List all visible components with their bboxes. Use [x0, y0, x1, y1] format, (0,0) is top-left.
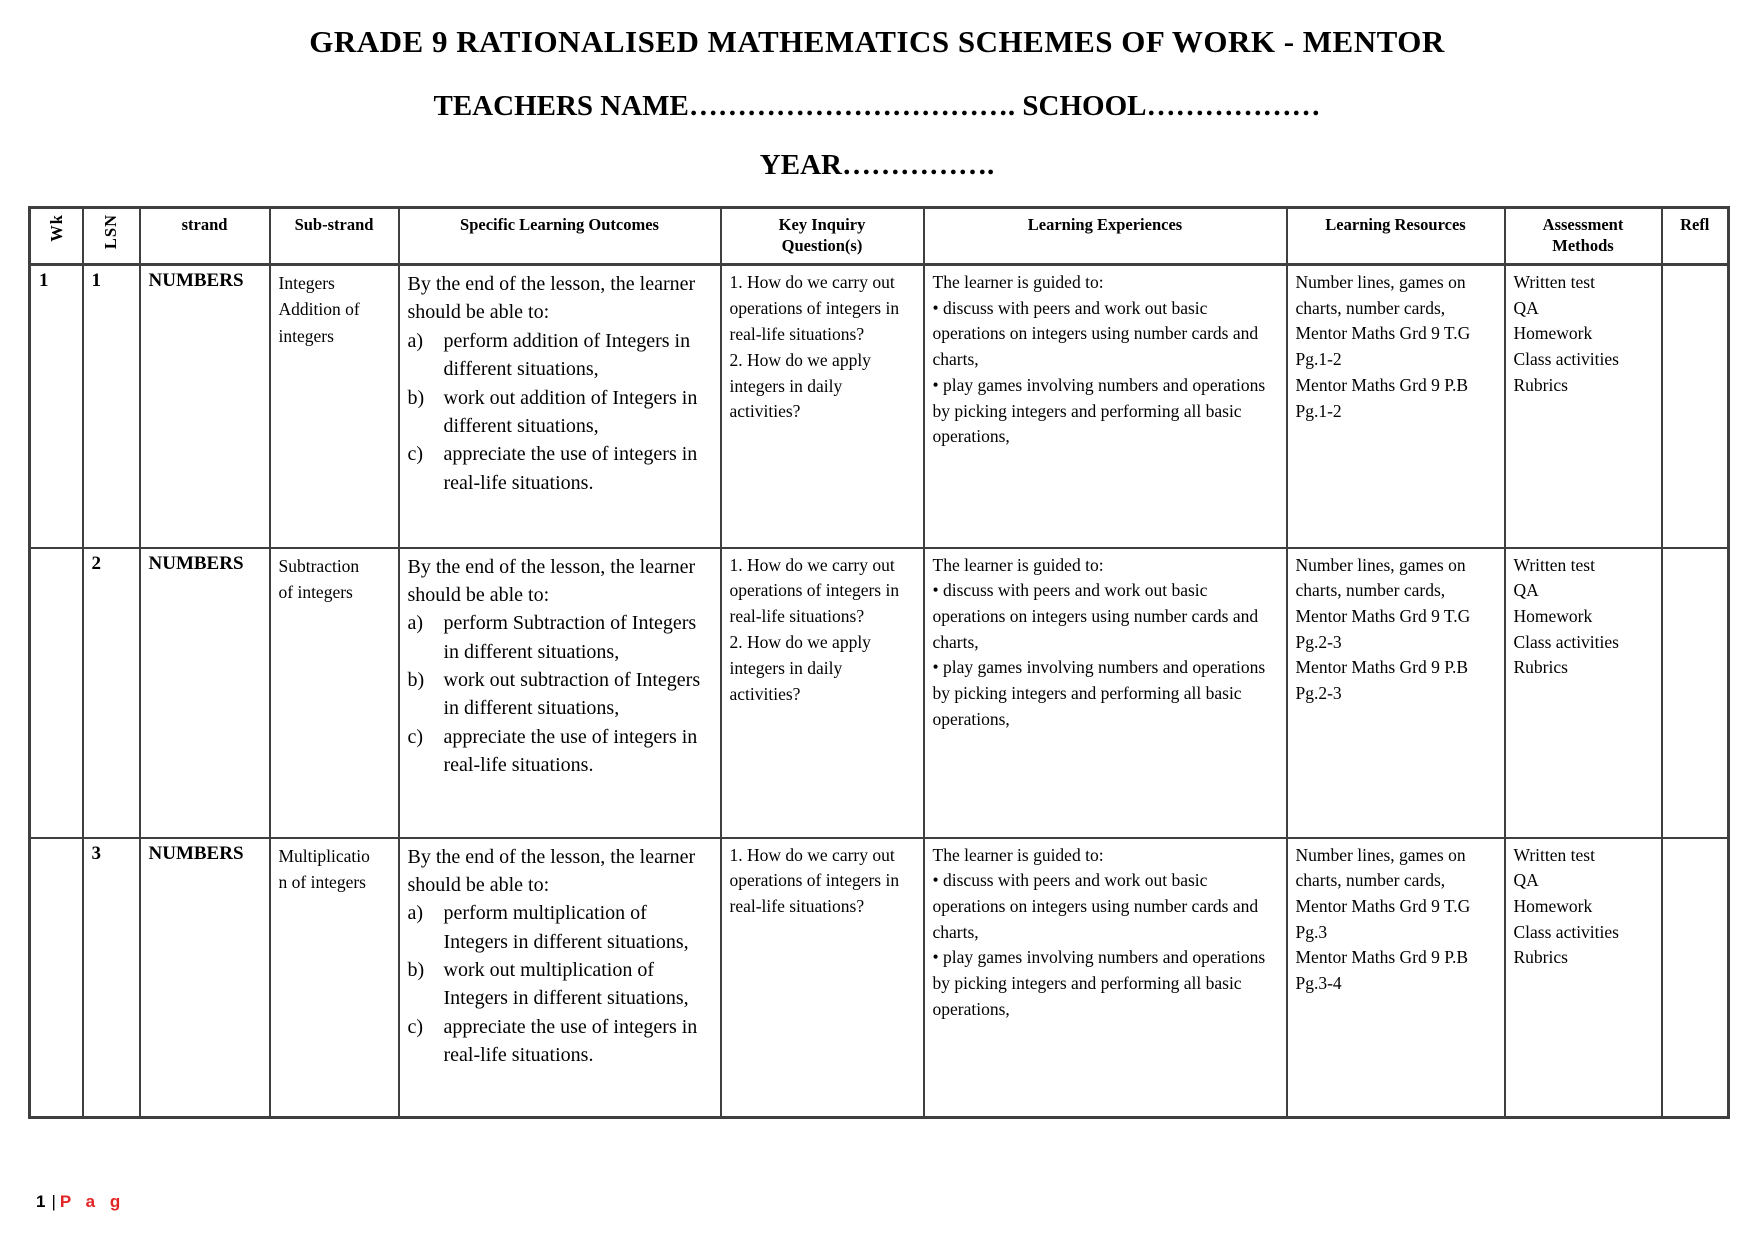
table-row: [30, 838, 1729, 1118]
table-row: [30, 548, 1729, 838]
header-assessment: Assessment Methods: [1505, 208, 1662, 265]
outcome-item: b) work out addition of Integers in different situations,: [407, 386, 698, 437]
page-footer: [36, 1192, 125, 1212]
wk-cell: [30, 548, 83, 838]
header-key-inquiry: Key Inquiry Question(s): [721, 208, 924, 265]
outcomes-intro: By the end of the lesson, the learner should be able to:: [407, 273, 696, 324]
strand-cell: NUMBERS: [140, 838, 270, 1118]
refl-cell: [1662, 548, 1729, 838]
outcome-item: a) perform Subtraction of Integers in different situations,: [407, 612, 697, 663]
wk-cell: 1: [30, 265, 83, 548]
header-experiences: Learning Experiences: [924, 208, 1287, 265]
document-header: [0, 24, 1754, 182]
outcome-item: a) perform addition of Integers in different situations,: [407, 329, 691, 381]
outcome-item: b) work out subtraction of Integers in different situations,: [407, 669, 701, 720]
header-sub-strand: Sub-strand: [270, 208, 399, 265]
sub-strand-cell: Subtraction of integers: [270, 548, 399, 838]
refl-cell: [1662, 265, 1729, 548]
wk-cell: [30, 838, 83, 1118]
assessment-cell: Written test QA Homework Class activities Rubrics: [1505, 265, 1662, 548]
header-wk: Wk: [30, 208, 83, 265]
teacher-school-line: TEACHERS NAME……………………………. SCHOOL………………: [433, 90, 1321, 122]
outcomes-intro: By the end of the lesson, the learner should be able to:: [407, 555, 696, 606]
table-header-row: [30, 208, 1729, 265]
lsn-cell: 3: [83, 838, 140, 1118]
outcomes-cell: [399, 265, 721, 548]
schemes-of-work-table: [28, 206, 1730, 1119]
outcomes-intro: By the end of the lesson, the learner should be able to:: [407, 845, 696, 896]
header-resources: Learning Resources: [1287, 208, 1505, 265]
lsn-cell: 1: [83, 265, 140, 548]
table-row: [30, 265, 1729, 548]
outcome-item: b) work out multiplication of Integers in different situations,: [407, 959, 689, 1010]
footer-separator: |: [51, 1192, 56, 1211]
outcomes-cell: [399, 838, 721, 1118]
lsn-cell: 2: [83, 548, 140, 838]
outcome-item: c) appreciate the use of integers in real-life situations.: [407, 1015, 698, 1067]
assessment-cell: Written test QA Homework Class activities Rubrics: [1505, 838, 1662, 1118]
header-refl: Refl: [1662, 208, 1729, 265]
key-inquiry-cell: 1. How do we carry out operations of integers in real-life situations? 2. How do we apply integers in daily activities?: [721, 265, 924, 548]
assessment-cell: Written test QA Homework Class activities Rubrics: [1505, 548, 1662, 838]
strand-cell: NUMBERS: [140, 548, 270, 838]
resources-cell: Number lines, games on charts, number cards, Mentor Maths Grd 9 T.G Pg.1-2 Mentor Maths Grd 9 P.B Pg.1-2: [1287, 265, 1505, 548]
page-title: GRADE 9 RATIONALISED MATHEMATICS SCHEMES OF WORK - MENTOR: [309, 24, 1445, 59]
key-inquiry-cell: 1. How do we carry out operations of integers in real-life situations? 2. How do we apply integers in daily activities?: [721, 548, 924, 838]
experiences-cell: The learner is guided to: • discuss with peers and work out basic operations on integers using number cards and charts, • play games involving numbers and operations by picking integers and performing all basic operations,: [924, 548, 1287, 838]
outcome-item: c) appreciate the use of integers in real-life situations.: [407, 725, 698, 777]
outcomes-cell: [399, 548, 721, 838]
outcome-item: c) appreciate the use of integers in real-life situations.: [407, 443, 698, 494]
outcome-item: a) perform multiplication of Integers in different situations,: [407, 902, 689, 953]
resources-cell: Number lines, games on charts, number cards, Mentor Maths Grd 9 T.G Pg.3 Mentor Maths Grd 9 P.B Pg.3-4: [1287, 838, 1505, 1118]
header-lsn: LSN: [83, 208, 140, 265]
resources-cell: Number lines, games on charts, number cards, Mentor Maths Grd 9 T.G Pg.2-3 Mentor Maths Grd 9 P.B Pg.2-3: [1287, 548, 1505, 838]
experiences-cell: The learner is guided to: • discuss with peers and work out basic operations on integers using number cards and charts, • play games involving numbers and operations by picking integers and performing all basic operations,: [924, 265, 1287, 548]
refl-cell: [1662, 838, 1729, 1118]
header-strand: strand: [140, 208, 270, 265]
header-outcomes: Specific Learning Outcomes: [399, 208, 721, 265]
key-inquiry-cell: 1. How do we carry out operations of integers in real-life situations?: [721, 838, 924, 1118]
footer-label: P a g: [59, 1192, 126, 1211]
footer-page-number: 1: [36, 1192, 46, 1211]
sub-strand-cell: Integers Addition of integers: [270, 265, 399, 548]
year-line: YEAR…………….: [759, 149, 995, 181]
sub-strand-cell: Multiplicatio n of integers: [270, 838, 399, 1118]
experiences-cell: The learner is guided to: • discuss with peers and work out basic operations on integers using number cards and charts, • play games involving numbers and operations by picking integers and performing all basic operations,: [924, 838, 1287, 1118]
strand-cell: NUMBERS: [140, 265, 270, 548]
